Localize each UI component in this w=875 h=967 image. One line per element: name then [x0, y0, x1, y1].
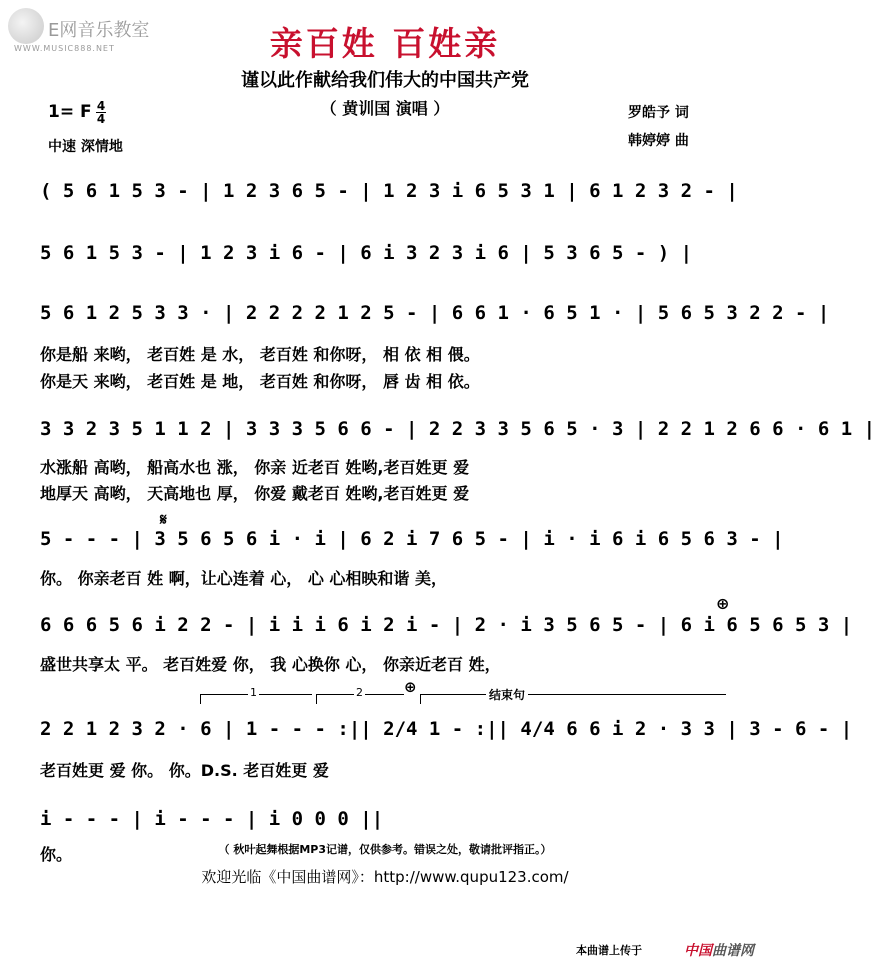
volta-2-label: 2: [356, 686, 363, 699]
score-line-8-music: i - - - | i - - - | i 0 0 0 ||: [40, 808, 384, 830]
score-line-6-music: 6 6 6 5 6 i 2 2 - | i i i 6 i 2 i - | 2 · i 3 5 6 5 - | 6 i 6 5 6 5 3 |: [40, 614, 853, 636]
score-line-3-lyrics-2: 你是天 来哟， 老百姓 是 地， 老百姓 和你呀， 唇 齿 相 依。: [40, 372, 480, 391]
score-line-4-lyrics-1: 水涨船 高哟， 船高水也 涨， 你亲 近老百 姓哟,老百姓更 爱: [40, 458, 470, 477]
ending-label: 结束句: [486, 686, 528, 703]
score-line-2-music: 5 6 1 5 3 - | 1 2 3 i 6 - | 6 i 3 2 3 i 6 | 5 3 6 5 - ) |: [40, 242, 693, 264]
site-brand-gray: 曲谱网: [712, 943, 754, 959]
watermark-text: E网音乐教室: [48, 20, 150, 41]
score-line-6-lyrics: 盛世共享太 平。 老百姓爱 你， 我 心换你 心， 你亲近老百 姓，: [40, 655, 501, 674]
volta-1-label: 1: [250, 686, 257, 699]
transcription-note: （ 秋叶起舞根据MP3记谱，仅供参考。错误之处，敬请批评指正。）: [218, 843, 552, 856]
time-signature-top: 4: [96, 99, 106, 113]
score-line-4-music: 3 3 2 3 5 1 1 2 | 3 3 3 5 6 6 - | 2 2 3 3 5 6 5 · 3 | 2 2 1 2 6 6 · 6 1 |: [40, 418, 875, 440]
site-brand-logo: [684, 940, 754, 960]
score-line-7-lyrics: 老百姓更 爱 你。 你。D.S. 老百姓更 爱: [40, 761, 329, 780]
uploaded-to-label: 本曲谱上传于: [576, 944, 642, 957]
score-line-3-lyrics-1: 你是船 来哟， 老百姓 是 水， 老百姓 和你呀， 相 依 相 偎。: [40, 345, 480, 364]
score-line-3-music: 5 6 1 2 5 3 3 · | 2 2 2 2 1 2 5 - | 6 6 1 · 6 5 1 · | 5 6 5 3 2 2 - |: [40, 302, 830, 324]
site-brand-red: 中国: [684, 943, 712, 959]
score-line-5-lyrics: 你。 你亲老百 姓 啊，让心连着 心， 心 心相映和谐 美，: [40, 569, 447, 588]
key-signature: 1= F: [48, 102, 92, 122]
welcome-text: 欢迎光临《中国曲谱网》：http://www.qupu123.com/: [201, 868, 569, 886]
song-subtitle: 谨以此作献给我们伟大的中国共产党: [241, 70, 529, 91]
volta-bracket-1-tick: [200, 694, 201, 704]
lyricist-credit: 罗皓予 词: [628, 105, 689, 121]
score-line-7-music: 2 2 1 2 3 2 · 6 | 1 - - - :|| 2/4 1 - :|| 4/4 6 6 i 2 · 3 3 | 3 - 6 - |: [40, 718, 853, 740]
ending-bracket-tick: [420, 694, 421, 704]
watermark-url: WWW.MUSIC888.NET: [14, 44, 115, 53]
singer-credit: （ 黄训国 演唱 ）: [320, 99, 450, 118]
tempo-marking: 中速 深情地: [48, 139, 123, 155]
composer-credit: 韩婷婷 曲: [628, 133, 689, 149]
score-line-5-music: 5 - - - | 3 5 6 5 6 i · i | 6 2 i 7 6 5 - | i · i 6 i 6 5 6 3 - |: [40, 528, 784, 550]
score-line-4-lyrics-2: 地厚天 高哟， 天高地也 厚， 你爱 戴老百 姓哟,老百姓更 爱: [40, 484, 470, 503]
segno-sign-icon: 𝄋: [160, 510, 167, 529]
song-title: 亲百姓 百姓亲: [269, 24, 501, 63]
volta-bracket-2-tick: [316, 694, 317, 704]
coda-sign-ending-icon: ⊕: [404, 678, 417, 696]
score-line-8-lyrics: 你。: [40, 845, 73, 864]
time-signature: [96, 100, 106, 125]
coda-sign-icon: ⊕: [716, 594, 730, 613]
ending-bracket: [420, 694, 726, 695]
score-line-1-music: ( 5 6 1 5 3 - | 1 2 3 6 5 - | 1 2 3 i 6 5 3 1 | 6 1 2 3 2 - |: [40, 180, 738, 202]
time-signature-bottom: 4: [96, 112, 106, 126]
